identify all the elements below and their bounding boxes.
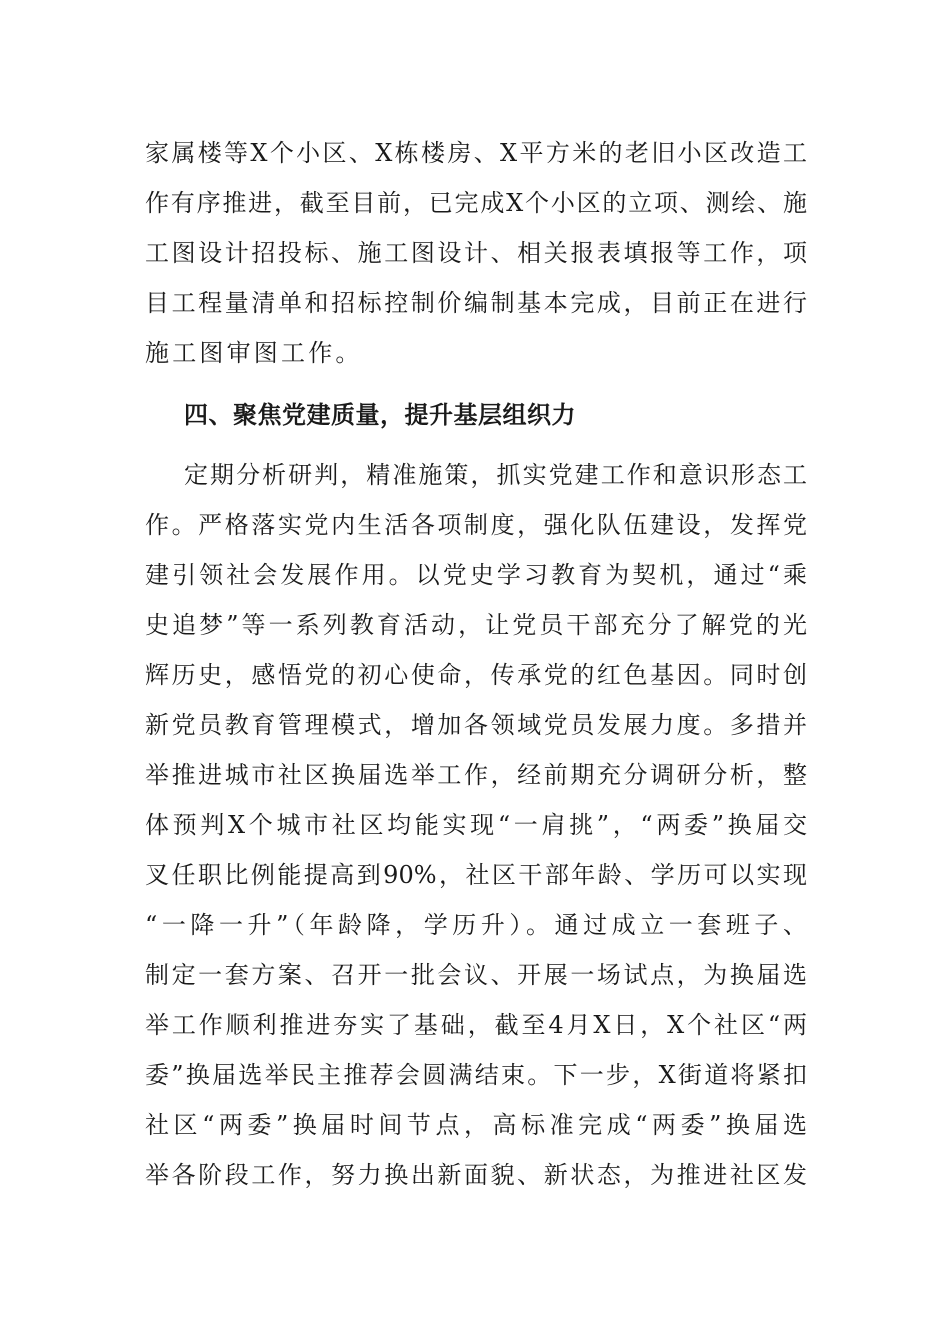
paragraph-2-line-10: “一降一升”（年龄降，学历升）。通过成立一套班子、 xyxy=(145,911,807,939)
paragraph-2-line-1: 定期分析研判，精准施策，抓实党建工作和意识形态工 xyxy=(184,461,807,489)
paragraph-2-line-12: 举工作顺利推进夯实了基础，截至4月X日，X个社区“两 xyxy=(145,1011,807,1039)
paragraph-1-line-5: 施工图审图工作。 xyxy=(145,339,363,367)
paragraph-1-line-4: 目工程量清单和招标控制价编制基本完成，目前正在进行 xyxy=(145,289,807,317)
paragraph-1-line-2: 作有序推进，截至目前，已完成X个小区的立项、测绘、施 xyxy=(145,189,807,217)
paragraph-2-line-4: 史追梦”等一系列教育活动，让党员干部充分了解党的光 xyxy=(145,611,807,639)
paragraph-2-line-14: 社区“两委”换届时间节点，高标准完成“两委”换届选 xyxy=(145,1111,807,1139)
paragraph-2-line-5: 辉历史，感悟党的初心使命，传承党的红色基因。同时创 xyxy=(145,661,807,689)
paragraph-1-line-3: 工图设计招投标、施工图设计、相关报表填报等工作，项 xyxy=(145,239,807,267)
paragraph-2-line-6: 新党员教育管理模式，增加各领域党员发展力度。多措并 xyxy=(145,711,807,739)
paragraph-2-line-15: 举各阶段工作，努力换出新面貌、新状态，为推进社区发 xyxy=(145,1161,807,1189)
paragraph-1-line-1: 家属楼等X个小区、X栋楼房、X平方米的老旧小区改造工 xyxy=(145,139,807,167)
paragraph-2-line-7: 举推进城市社区换届选举工作，经前期充分调研分析，整 xyxy=(145,761,807,789)
paragraph-2-line-11: 制定一套方案、召开一批会议、开展一场试点，为换届选 xyxy=(145,961,807,989)
paragraph-2-line-8: 体预判X个城市社区均能实现“一肩挑”，“两委”换届交 xyxy=(145,811,807,839)
paragraph-2-line-9: 叉任职比例能提高到90%，社区干部年龄、学历可以实现 xyxy=(145,861,807,889)
paragraph-2-line-13: 委”换届选举民主推荐会圆满结束。下一步，X街道将紧扣 xyxy=(145,1061,807,1089)
section-heading: 四、聚焦党建质量，提升基层组织力 xyxy=(184,401,576,429)
paragraph-2-line-2: 作。严格落实党内生活各项制度，强化队伍建设，发挥党 xyxy=(145,511,807,539)
paragraph-2-line-3: 建引领社会发展作用。以党史学习教育为契机，通过“乘 xyxy=(145,561,807,589)
